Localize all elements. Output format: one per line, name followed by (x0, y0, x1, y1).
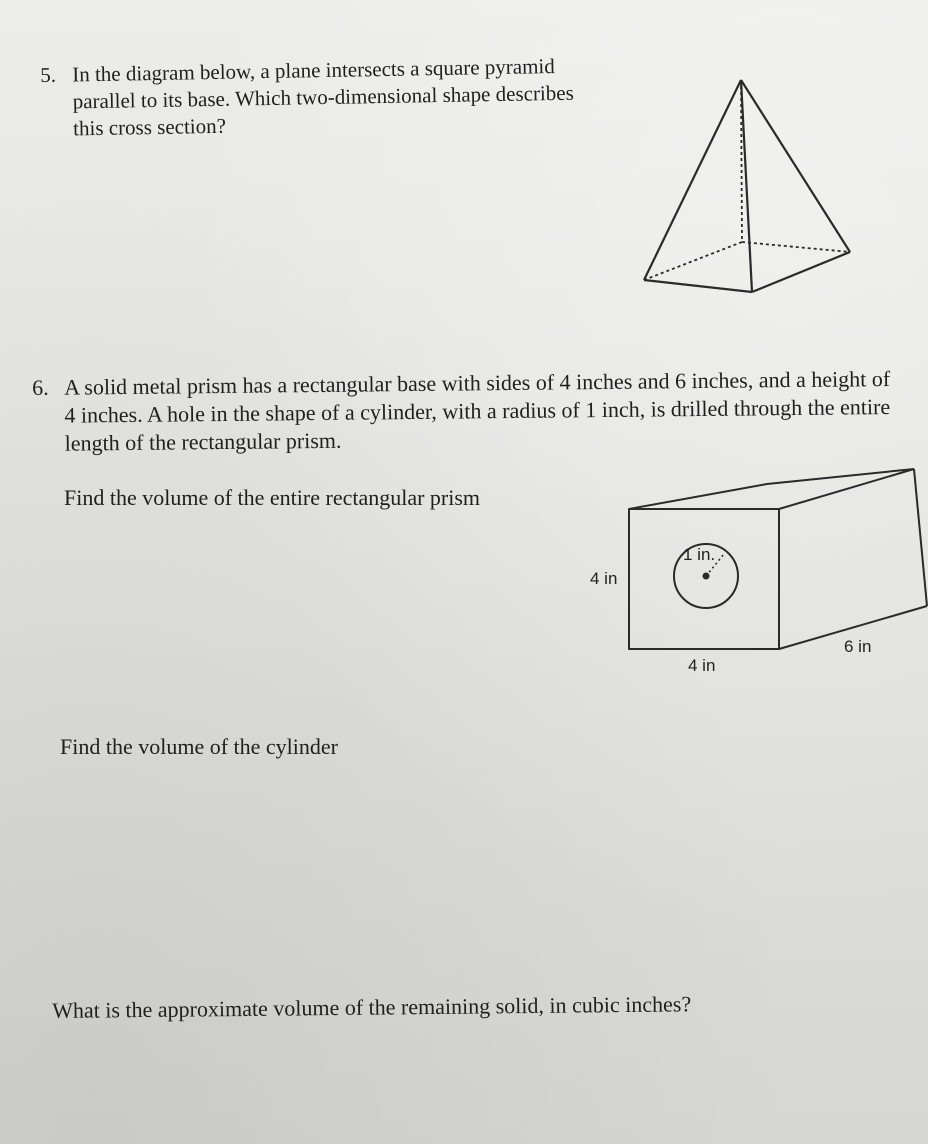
pyramid-hidden-edge (741, 80, 742, 242)
question-5-number: 5. (40, 62, 57, 87)
prompt-remaining-volume: What is the approximate volume of the remaining solid, in cubic inches? (52, 991, 692, 1023)
question-5-text: In the diagram below, a plane intersects a square pyramid parallel to its base. Which two-dimensional shape describes this cross section? (72, 54, 574, 141)
question-6-text: A solid metal prism has a rectangular base with sides of 4 inches and 6 inches, and a height of 4 inches. A hole in the shape of a cylinder, with a radius of 1 inch, is drilled through the entire length of the rectangular prism. (64, 366, 891, 456)
prism-back-vertical-edge (914, 469, 927, 606)
pyramid-edge-right (741, 80, 850, 252)
pyramid-base-front-right (752, 252, 850, 292)
pyramid-hidden-base-right (742, 242, 850, 252)
question-6-number: 6. (32, 374, 49, 400)
prism-top-edge-left (629, 484, 767, 509)
prism-width-label: 4 in (688, 656, 716, 675)
prism-depth-label: 6 in (844, 637, 872, 656)
pyramid-edge-left (644, 80, 741, 280)
pyramid-edge-front (741, 80, 752, 292)
prompt-prism-volume: Find the volume of the entire rectangular prism (64, 485, 481, 510)
prism-with-hole-diagram (629, 469, 927, 649)
pyramid-base-front-left (644, 280, 752, 292)
square-pyramid-diagram (644, 80, 850, 292)
cylinder-radius-label: 1 in. (683, 545, 716, 564)
prism-height-label: 4 in (590, 569, 618, 588)
prompt-cylinder-volume: Find the volume of the cylinder (60, 734, 338, 759)
prism-front-face (629, 509, 779, 649)
